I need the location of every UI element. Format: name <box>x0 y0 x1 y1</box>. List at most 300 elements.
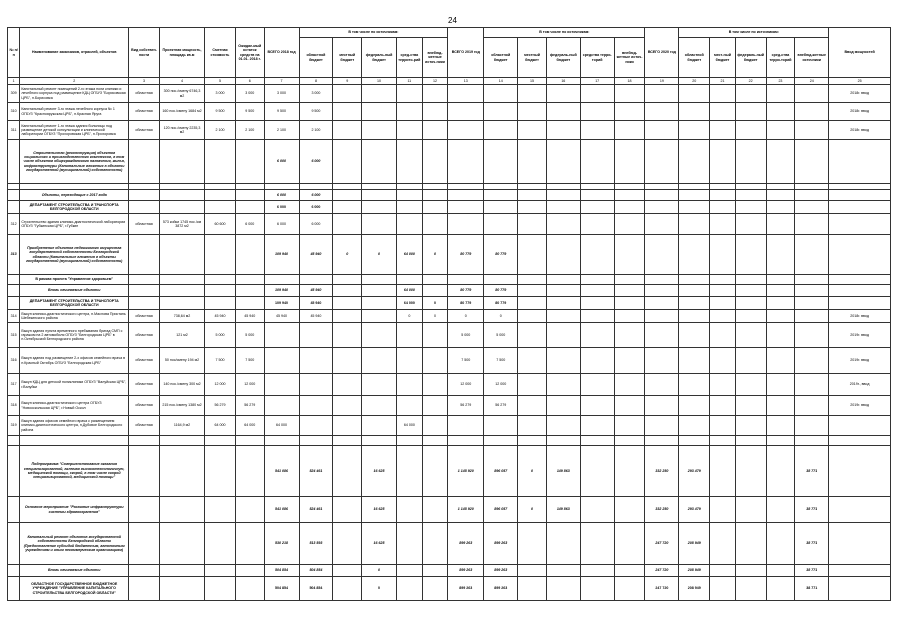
table-cell <box>614 121 645 140</box>
table-cell <box>333 310 362 323</box>
table-cell <box>614 85 645 103</box>
table-cell <box>766 214 795 235</box>
row-object-name: Приобретение объектов недвижимого имущества государственной собственности Белгородской области (Капитальные вложения в объекты государственной (муниципальной) собственности) <box>20 235 129 275</box>
table-cell <box>129 497 160 523</box>
table-row <box>8 190 891 201</box>
table-cell: областная <box>129 121 160 140</box>
column-number: 14 <box>484 78 518 85</box>
table-cell <box>614 497 645 523</box>
table-cell: 309 <box>8 85 20 103</box>
column-number: 19 <box>645 78 679 85</box>
table-cell <box>710 201 736 214</box>
table-cell: 12 000 <box>235 374 264 396</box>
table-cell <box>333 446 362 497</box>
table-cell <box>422 103 448 121</box>
table-cell <box>645 396 679 416</box>
table-cell: областная <box>129 323 160 348</box>
table-cell <box>546 140 580 184</box>
table-cell <box>362 297 397 310</box>
table-cell <box>766 201 795 214</box>
table-cell <box>580 214 614 235</box>
table-cell <box>735 310 766 323</box>
table-cell: 149 863 <box>546 497 580 523</box>
table-cell <box>235 497 264 523</box>
table-cell <box>735 497 766 523</box>
table-cell: 6 000 <box>264 140 299 184</box>
table-cell <box>546 121 580 140</box>
table-cell <box>645 85 679 103</box>
table-cell: 1 145 920 <box>448 497 484 523</box>
table-cell <box>766 140 795 184</box>
table-cell <box>645 140 679 184</box>
table-cell <box>829 523 891 565</box>
table-cell <box>795 140 829 184</box>
table-cell <box>129 565 160 577</box>
table-row <box>8 577 891 601</box>
table-cell <box>205 577 236 601</box>
table-cell <box>422 577 448 601</box>
table-cell: 80 779 <box>484 235 518 275</box>
row-object-name: Капитальный ремонт 3-го этажа лечебного корпуса № 1 ОГБУЗ "Краснояружская ЦРБ", п.Красная Яруга <box>20 103 129 121</box>
table-cell <box>795 103 829 121</box>
table-cell <box>235 436 264 446</box>
table-cell: 16 625 <box>362 523 397 565</box>
table-cell <box>129 235 160 275</box>
table-cell <box>766 396 795 416</box>
table-cell <box>159 275 204 285</box>
table-cell <box>679 201 710 214</box>
table-cell <box>362 374 397 396</box>
column-number: 13 <box>448 78 484 85</box>
table-cell: 215 пос./смену 1380 м2 <box>159 396 204 416</box>
table-cell: 9 500 <box>264 103 299 121</box>
table-cell <box>484 214 518 235</box>
table-row <box>8 201 891 214</box>
table-cell <box>235 235 264 275</box>
table-cell <box>333 103 362 121</box>
table-cell <box>710 297 736 310</box>
table-cell: 160 пос./смену 1684 м2 <box>159 103 204 121</box>
table-cell <box>518 577 547 601</box>
table-cell <box>362 140 397 184</box>
table-cell <box>766 577 795 601</box>
header-col-25: Ввод мощностей <box>829 28 891 78</box>
row-object-name: Выкуп клинико-диагностического центра ОГБУЗ "Новооскольская ЦРБ", г.Новый Оскол <box>20 396 129 416</box>
table-cell <box>645 374 679 396</box>
table-cell <box>159 285 204 297</box>
table-cell <box>679 416 710 436</box>
table-cell <box>397 565 423 577</box>
table-cell <box>735 565 766 577</box>
table-cell: 5 000 <box>205 323 236 348</box>
table-cell: 7 500 <box>205 348 236 374</box>
table-cell <box>735 297 766 310</box>
header-col-22: федераль-ный бюджет <box>735 38 766 78</box>
row-object-name: Объекты, переходящие с 2017 года <box>20 190 129 201</box>
table-cell: 38 771 <box>795 523 829 565</box>
table-cell <box>484 103 518 121</box>
table-cell: 7 500 <box>448 348 484 374</box>
table-cell <box>484 190 518 201</box>
table-cell <box>333 577 362 601</box>
table-cell <box>205 140 236 184</box>
table-cell: 6 000 <box>299 214 333 235</box>
table-cell <box>422 523 448 565</box>
table-cell: 0 <box>362 565 397 577</box>
table-cell <box>129 297 160 310</box>
column-number: 25 <box>829 78 891 85</box>
row-object-name: Строительство (реконструкция) объектов социального и производственного комплексов, в том числе объектов общегражданского назначения, жилья, инфраструктуры (Капитальные вложения в объекты государственной (муниципальной) собственности) <box>20 140 129 184</box>
table-cell <box>422 396 448 416</box>
table-cell <box>518 235 547 275</box>
table-cell: 45 940 <box>264 310 299 323</box>
table-cell <box>299 436 333 446</box>
table-cell: 332 250 <box>645 446 679 497</box>
table-cell <box>614 103 645 121</box>
table-cell <box>333 323 362 348</box>
table-cell: 530 218 <box>264 523 299 565</box>
table-cell <box>8 140 20 184</box>
table-cell <box>735 436 766 446</box>
row-object-name: Капитальный ремонт помещений 2-го этажа поли клиники и лечебного корпуса под размещение КДЦ ОГБУЗ "Борисовская ЦРБ", п.Борисовка <box>20 85 129 103</box>
table-cell <box>518 523 547 565</box>
table-cell <box>614 396 645 416</box>
table-cell <box>679 85 710 103</box>
column-number: 3 <box>129 78 160 85</box>
table-cell <box>422 374 448 396</box>
header-col-2: Наименование заказчиков, отраслей, объектов <box>20 28 129 78</box>
table-cell: 64 000 <box>397 297 423 310</box>
header-group-2018: В том числе по источникам: <box>299 28 448 38</box>
row-object-name: Вновь начинаемые объекты <box>20 285 129 297</box>
table-cell <box>735 275 766 285</box>
row-object-name: Капитальный ремонт объектов государственной собственности Белгородской области (Предоставление субсидий бюджетным, автономным учреждениям и иным некоммерческим организациям) <box>20 523 129 565</box>
table-cell <box>645 297 679 310</box>
table-cell <box>614 235 645 275</box>
table-cell <box>710 396 736 416</box>
table-cell <box>829 214 891 235</box>
table-cell <box>735 201 766 214</box>
table-cell <box>710 275 736 285</box>
table-cell <box>546 310 580 323</box>
column-number: 15 <box>518 78 547 85</box>
table-cell <box>735 85 766 103</box>
table-cell <box>614 201 645 214</box>
table-cell <box>235 523 264 565</box>
table-cell <box>829 190 891 201</box>
table-cell <box>766 275 795 285</box>
table-cell <box>614 577 645 601</box>
table-cell: 208 949 <box>679 577 710 601</box>
table-cell <box>518 121 547 140</box>
table-cell <box>735 396 766 416</box>
table-cell <box>679 121 710 140</box>
table-cell <box>362 310 397 323</box>
table-cell <box>614 374 645 396</box>
table-cell: 247 720 <box>645 577 679 601</box>
table-cell: 318 <box>8 396 20 416</box>
table-cell <box>795 275 829 285</box>
table-cell <box>614 565 645 577</box>
header-group-2020: В том числе по источникам: <box>679 28 829 38</box>
table-cell <box>735 235 766 275</box>
table-cell: 504 854 <box>299 577 333 601</box>
table-cell <box>8 577 20 601</box>
table-cell: 50 пос/смену 194 м2 <box>159 348 204 374</box>
table-cell <box>397 323 423 348</box>
table-cell: 6 000 <box>264 201 299 214</box>
table-cell <box>333 416 362 436</box>
table-cell <box>735 446 766 497</box>
table-cell <box>580 201 614 214</box>
table-cell <box>546 85 580 103</box>
table-cell <box>422 565 448 577</box>
table-cell <box>679 323 710 348</box>
table-cell <box>580 85 614 103</box>
table-cell <box>235 190 264 201</box>
table-cell <box>614 190 645 201</box>
table-cell <box>580 396 614 416</box>
table-cell <box>299 275 333 285</box>
column-number: 8 <box>299 78 333 85</box>
table-cell <box>546 235 580 275</box>
table-cell <box>735 214 766 235</box>
table-cell <box>205 297 236 310</box>
table-row <box>8 275 891 285</box>
table-cell: 896 057 <box>484 446 518 497</box>
table-cell <box>205 497 236 523</box>
table-cell <box>205 446 236 497</box>
table-cell <box>614 436 645 446</box>
table-row <box>8 565 891 577</box>
table-cell <box>580 275 614 285</box>
table-cell <box>397 374 423 396</box>
table-cell <box>8 565 20 577</box>
table-cell: 7 500 <box>235 348 264 374</box>
table-cell <box>397 214 423 235</box>
table-cell: 524 461 <box>299 497 333 523</box>
table-cell <box>710 190 736 201</box>
table-cell <box>333 436 362 446</box>
header-col-6: Ожидае-мый остаток средств на 01.01. 2018 г. <box>235 28 264 78</box>
table-cell <box>614 523 645 565</box>
table-cell: 738,64 м2 <box>159 310 204 323</box>
table-cell <box>422 275 448 285</box>
table-row <box>8 446 891 497</box>
table-cell: 896 057 <box>484 497 518 523</box>
header-col-11: сред-ства террито-рий <box>397 38 423 78</box>
row-object-name <box>20 436 129 446</box>
table-cell <box>333 275 362 285</box>
table-cell <box>362 103 397 121</box>
column-number: 6 <box>235 78 264 85</box>
table-cell <box>129 275 160 285</box>
table-cell <box>235 577 264 601</box>
table-cell <box>333 285 362 297</box>
table-cell <box>518 201 547 214</box>
table-cell <box>205 235 236 275</box>
table-cell <box>710 323 736 348</box>
table-cell <box>710 416 736 436</box>
table-cell: 573 койки 1745 пос./см 3872 м2 <box>159 214 204 235</box>
table-cell <box>518 416 547 436</box>
table-cell: 12 000 <box>448 374 484 396</box>
table-cell <box>159 297 204 310</box>
table-cell <box>333 121 362 140</box>
table-cell <box>645 323 679 348</box>
table-cell <box>614 416 645 436</box>
header-col-15: местный бюджет <box>518 38 547 78</box>
column-number: 20 <box>679 78 710 85</box>
header-col-17: средства терри-торий <box>580 38 614 78</box>
table-cell: 6 000 <box>299 140 333 184</box>
table-cell <box>518 285 547 297</box>
table-cell <box>679 310 710 323</box>
table-cell: 60 600 <box>205 214 236 235</box>
table-cell <box>766 523 795 565</box>
table-cell <box>546 275 580 285</box>
table-cell: 16 625 <box>362 497 397 523</box>
table-cell <box>710 565 736 577</box>
table-cell: 311 <box>8 121 20 140</box>
header-col-9: местный бюджет <box>333 38 362 78</box>
table-cell <box>264 323 299 348</box>
table-cell: 2 100 <box>299 121 333 140</box>
column-number: 24 <box>795 78 829 85</box>
table-cell: 64 000 <box>264 416 299 436</box>
table-cell <box>580 446 614 497</box>
table-cell <box>299 323 333 348</box>
header-col-12: внебюд-жетные источ-ники <box>422 38 448 78</box>
table-cell <box>8 285 20 297</box>
table-cell <box>710 310 736 323</box>
table-cell <box>362 85 397 103</box>
table-cell: 0 <box>422 310 448 323</box>
table-cell <box>205 285 236 297</box>
table-cell <box>735 140 766 184</box>
table-cell <box>580 523 614 565</box>
table-cell <box>546 416 580 436</box>
table-cell: 319 <box>8 416 20 436</box>
header-col-8: областной бюджет <box>299 38 333 78</box>
table-cell <box>159 565 204 577</box>
table-cell <box>580 310 614 323</box>
column-number: 7 <box>264 78 299 85</box>
table-cell: областная <box>129 214 160 235</box>
row-object-name: ДЕПАРТАМЕНТ СТРОИТЕЛЬСТВА И ТРАНСПОРТА БЕЛГОРОДСКОЙ ОБЛАСТИ <box>20 201 129 214</box>
table-row <box>8 323 891 348</box>
header-col-16: федераль-ный бюджет <box>546 38 580 78</box>
table-cell: 1164,9 м2 <box>159 416 204 436</box>
table-cell <box>580 374 614 396</box>
table-cell: областная <box>129 374 160 396</box>
table-cell <box>645 190 679 201</box>
table-row <box>8 416 891 436</box>
table-cell <box>766 235 795 275</box>
table-row <box>8 497 891 523</box>
table-cell: 504 854 <box>264 565 299 577</box>
table-cell <box>795 323 829 348</box>
table-cell <box>518 348 547 374</box>
table-cell: 293 479 <box>679 497 710 523</box>
table-cell: 56 279 <box>235 396 264 416</box>
table-cell: 6 000 <box>299 190 333 201</box>
table-cell <box>645 214 679 235</box>
table-cell: 0 <box>362 235 397 275</box>
table-cell <box>205 565 236 577</box>
table-cell: 0 <box>484 310 518 323</box>
table-cell <box>766 446 795 497</box>
table-cell: 0 <box>362 577 397 601</box>
table-cell <box>766 310 795 323</box>
table-cell <box>397 497 423 523</box>
table-cell <box>299 396 333 416</box>
table-cell: 2 100 <box>235 121 264 140</box>
table-cell <box>645 285 679 297</box>
table-cell <box>795 235 829 275</box>
table-cell <box>580 577 614 601</box>
table-cell: 64 000 <box>205 416 236 436</box>
table-cell <box>710 214 736 235</box>
table-cell <box>580 235 614 275</box>
table-cell: 899 263 <box>484 565 518 577</box>
table-cell <box>397 103 423 121</box>
table-cell: 899 263 <box>448 523 484 565</box>
table-cell: 2018г. ввод <box>829 310 891 323</box>
table-cell: 524 461 <box>299 446 333 497</box>
table-cell: 80 779 <box>448 285 484 297</box>
table-cell <box>397 201 423 214</box>
table-cell <box>8 297 20 310</box>
table-cell <box>484 121 518 140</box>
table-cell <box>159 235 204 275</box>
header-col-5: Сметная стоимость <box>205 28 236 78</box>
table-cell: 0 <box>422 297 448 310</box>
header-col-14: областной бюджет <box>484 38 518 78</box>
table-cell: 64 000 <box>397 235 423 275</box>
table-cell <box>614 297 645 310</box>
column-number: 21 <box>710 78 736 85</box>
table-row <box>8 348 891 374</box>
table-cell: областная <box>129 103 160 121</box>
table-cell <box>546 565 580 577</box>
table-cell <box>8 201 20 214</box>
table-cell <box>264 396 299 416</box>
table-cell <box>8 446 20 497</box>
table-cell <box>710 348 736 374</box>
table-cell: 2019г. ввод <box>829 348 891 374</box>
table-cell <box>679 285 710 297</box>
table-cell <box>580 297 614 310</box>
table-cell <box>299 348 333 374</box>
table-cell <box>448 436 484 446</box>
table-cell <box>8 190 20 201</box>
table-cell <box>397 275 423 285</box>
table-cell: 16 625 <box>362 446 397 497</box>
table-cell: 6 000 <box>264 190 299 201</box>
table-cell: 56 279 <box>448 396 484 416</box>
table-cell: 0 <box>422 235 448 275</box>
column-number: 2 <box>20 78 129 85</box>
table-cell <box>679 348 710 374</box>
table-cell <box>546 285 580 297</box>
table-cell <box>422 348 448 374</box>
table-row <box>8 396 891 416</box>
header-col-20: областной бюджет <box>679 38 710 78</box>
table-cell: 38 771 <box>795 446 829 497</box>
table-cell <box>518 565 547 577</box>
header-group-2019: В том числе по источникам: <box>484 28 645 38</box>
